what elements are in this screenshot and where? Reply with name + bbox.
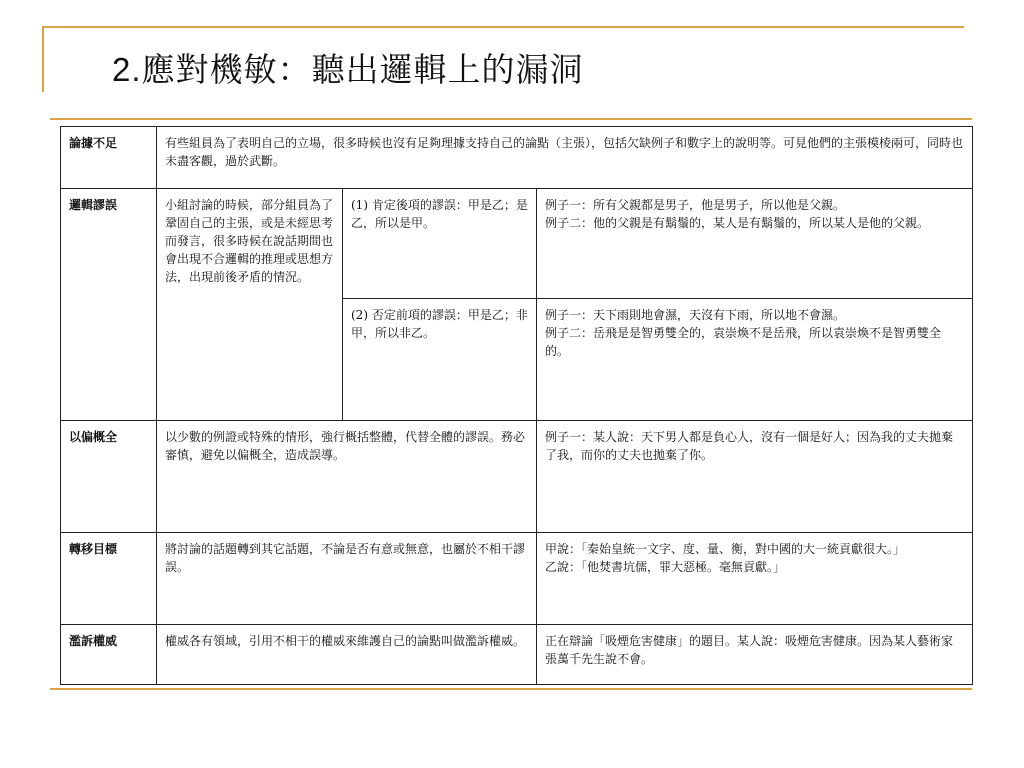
table-frame-top-line: [50, 118, 972, 120]
example-line: 例子一：天下雨則地會濕，天沒有下雨，所以地不會濕。: [545, 308, 846, 322]
description-cell: 小組討論的時候，部分組員為了鞏固自己的主張，或是未經思考而發言，很多時候在說話期間也會出現不合邏輯的推理或思想方法，出現前後矛盾的情況。: [157, 189, 343, 421]
example-line: 乙說：「他焚書坑儒，罪大惡極。毫無貢獻。」: [545, 560, 786, 574]
example-cell: [537, 533, 973, 625]
term-cell: 邏輯謬誤: [61, 189, 157, 421]
table-row: [61, 421, 973, 533]
table-frame-bottom-line: [50, 688, 972, 690]
term-cell: 以偏概全: [61, 421, 157, 533]
description-cell: 將討論的話題轉到其它話題，不論是否有意或無意，也屬於不相干謬誤。: [157, 533, 537, 625]
fallacy-type-cell: (1) 肯定後項的謬誤：甲是乙；是乙，所以是甲。: [343, 189, 537, 299]
title-accent-line-left: [42, 26, 44, 92]
description-cell: 以少數的例證或特殊的情形，強行概括整體，代替全體的謬誤。務必審慎，避免以偏概全，造成誤導。: [157, 421, 537, 533]
table-row: [61, 625, 973, 685]
table-row: [61, 127, 973, 189]
slide-title: [112, 44, 584, 91]
example-cell: [537, 299, 973, 421]
term-cell: 轉移目標: [61, 533, 157, 625]
example-line: 例子二：他的父親是有鬍鬚的，某人是有鬍鬚的，所以某人是他的父親。: [545, 216, 930, 230]
table-row: [61, 533, 973, 625]
description-cell: 有些組員為了表明自己的立場，很多時候也沒有足夠理據支持自己的論點（主張），包括欠缺例子和數字上的說明等。可見他們的主張模棱兩可，同時也未盡客觀，過於武斷。: [157, 127, 973, 189]
fallacy-type-cell: (2) 否定前項的謬誤：甲是乙；非甲，所以非乙。: [343, 299, 537, 421]
slide-title-number: 2.: [112, 51, 142, 88]
example-line: 甲說：「秦始皇統一文字、度、量、衡，對中國的大一統貢獻很大。」: [545, 542, 906, 556]
term-cell: 濫訴權威: [61, 625, 157, 685]
example-line: 例子二：岳飛是是智勇雙全的，袁崇煥不是岳飛，所以袁崇煥不是智勇雙全的。: [545, 326, 942, 358]
example-cell: [537, 189, 973, 299]
title-accent-line-top: [42, 26, 964, 28]
example-cell: 例子一：某人說：天下男人都是負心人，沒有一個是好人；因為我的丈夫拋棄了我，而你的丈夫也拋棄了你。: [537, 421, 973, 533]
term-cell: 論據不足: [61, 127, 157, 189]
description-cell: 權威各有領域，引用不相干的權威來維護自己的論點叫做濫訴權威。: [157, 625, 537, 685]
fallacy-table: [60, 126, 973, 685]
example-cell: 正在辯論「吸煙危害健康」的題目。某人說：吸煙危害健康。因為某人藝術家張萬千先生說不會。: [537, 625, 973, 685]
table-row: [61, 189, 973, 299]
slide-title-text: 應對機敏：聽出邏輯上的漏洞: [141, 50, 584, 89]
example-line: 例子一：所有父親都是男子，他是男子，所以他是父親。: [545, 198, 846, 212]
